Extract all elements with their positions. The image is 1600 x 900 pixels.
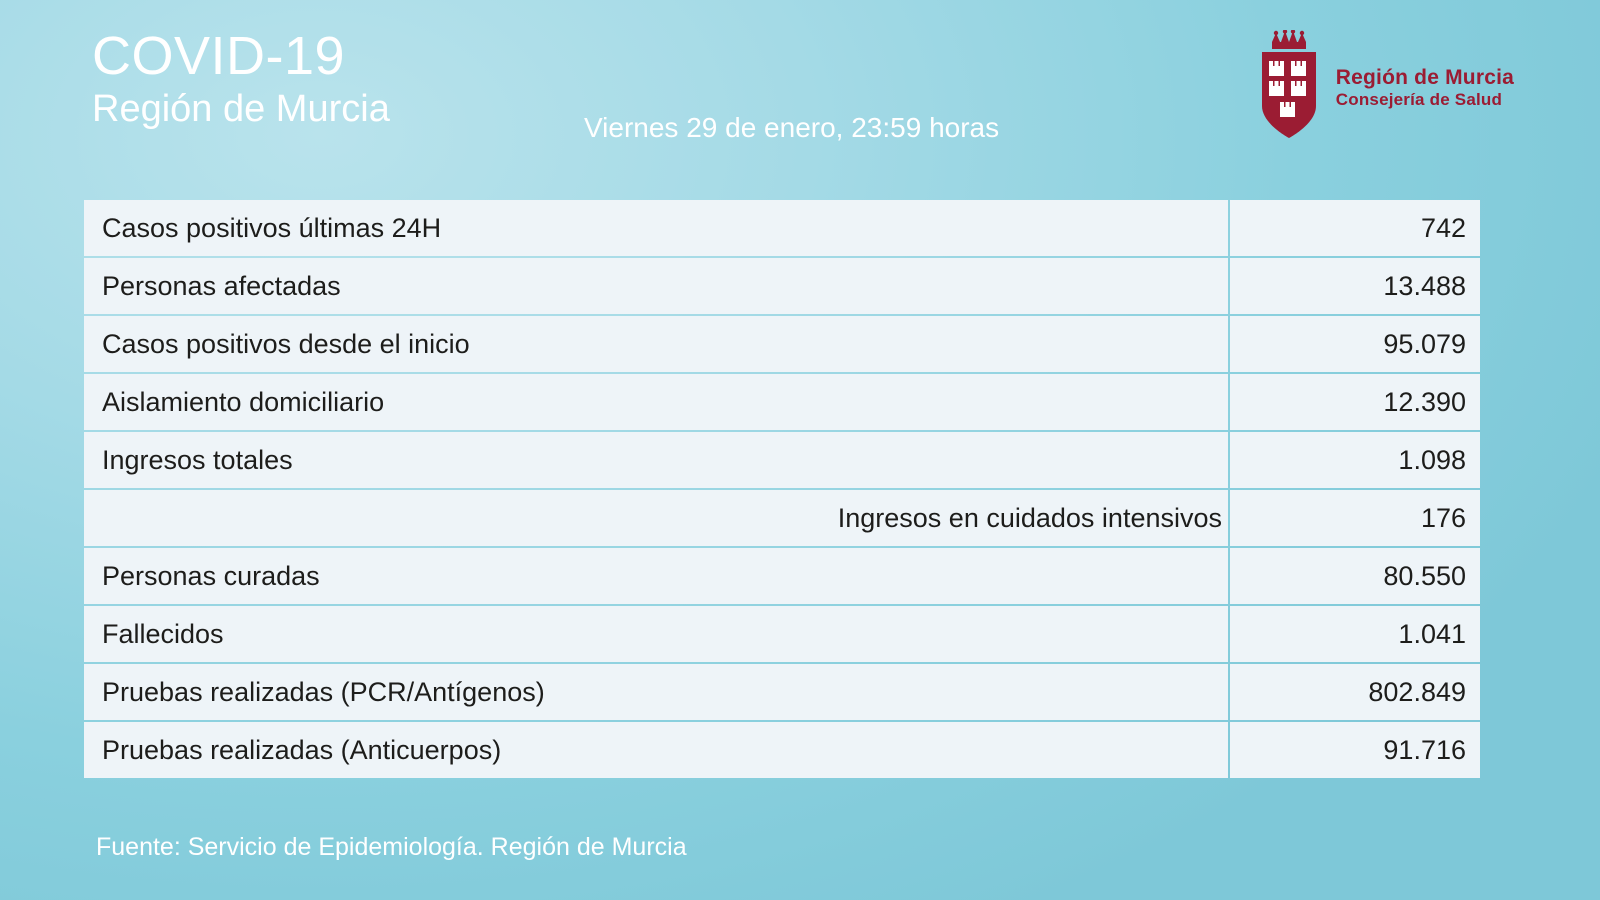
stat-label: Aislamiento domiciliario (84, 374, 1228, 430)
stat-label: Pruebas realizadas (PCR/Antígenos) (84, 664, 1228, 720)
stat-value: 95.079 (1230, 316, 1480, 372)
table-row (84, 548, 1480, 604)
stat-value: 1.098 (1230, 432, 1480, 488)
logo-line-department: Consejería de Salud (1335, 89, 1503, 109)
stat-label: Fallecidos (84, 606, 1228, 662)
table-row (84, 722, 1480, 778)
logo-line-region: Región de Murcia (1335, 65, 1514, 89)
stat-label: Casos positivos desde el inicio (84, 316, 1228, 372)
table-row (84, 316, 1480, 372)
table-row (84, 606, 1480, 662)
report-timestamp: Viernes 29 de enero, 23:59 horas (584, 112, 1000, 143)
table-row (84, 258, 1480, 314)
stat-label: Personas afectadas (84, 258, 1228, 314)
page-title: COVID-19 (92, 26, 346, 86)
table-row (84, 432, 1480, 488)
stat-label: Ingresos totales (84, 432, 1228, 488)
stat-value: 176 (1230, 490, 1480, 546)
table-row (84, 490, 1480, 546)
murcia-coat-of-arms-icon (1256, 30, 1322, 142)
source-note: Fuente: Servicio de Epidemiología. Región de Murcia (96, 833, 687, 861)
stat-label: Casos positivos últimas 24H (84, 200, 1228, 256)
stat-value: 80.550 (1230, 548, 1480, 604)
logo-text (1336, 62, 1514, 111)
stat-value: 802.849 (1230, 664, 1480, 720)
stat-value: 13.488 (1230, 258, 1480, 314)
stat-value: 12.390 (1230, 374, 1480, 430)
region-logo (1256, 30, 1514, 142)
stat-label: Personas curadas (84, 548, 1228, 604)
page-subtitle: Región de Murcia (92, 87, 390, 130)
title-block (92, 28, 390, 130)
stat-label: Pruebas realizadas (Anticuerpos) (84, 722, 1228, 778)
stat-label: Ingresos en cuidados intensivos (84, 490, 1228, 546)
stat-value: 742 (1230, 200, 1480, 256)
stat-value: 1.041 (1230, 606, 1480, 662)
table-row (84, 664, 1480, 720)
table-row (84, 374, 1480, 430)
table-row (84, 200, 1480, 256)
poster-header (0, 0, 1600, 196)
stats-table (84, 200, 1480, 780)
stat-value: 91.716 (1230, 722, 1480, 778)
